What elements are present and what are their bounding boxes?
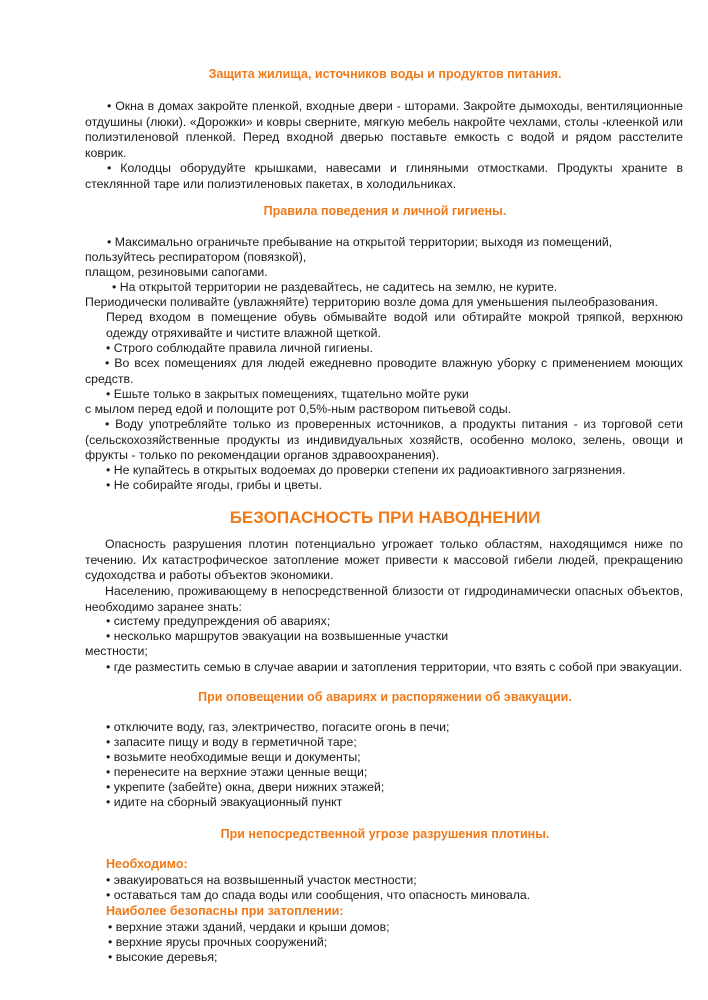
section-title-evacuation: При оповещении об авариях и распоряжении об эвакуации.	[198, 690, 572, 704]
list-item: • возьмите необходимые вещи и документы;	[106, 750, 361, 764]
paragraph: • Во всех помещениях для людей ежедневно проводите влажную уборку с применением моющих средств.	[85, 356, 683, 386]
text-line: • Строго соблюдайте правила личной гигиены.	[106, 341, 373, 355]
text-line: • Не купайтесь в открытых водоемах до проверки степени их радиоактивного загрязнения.	[106, 463, 626, 477]
text-line: Периодически поливайте (увлажняйте) территорию возле дома для уменьшения пылеобразования.	[85, 295, 658, 309]
text-line: • Ешьте только в закрытых помещениях, тщательно мойте руки	[106, 387, 469, 401]
section-title-dam-threat: При непосредственной угрозе разрушения плотины.	[220, 827, 550, 841]
paragraph: Опасность разрушения плотин потенциально угрожает только областям, находящимся ниже по течению. Их катастрофическое затопление может привести к массовой гибели людей, прекращению судоходства и работы объектов экономики.	[85, 537, 683, 582]
text-line: • На открытой территории не раздевайтесь, не садитесь на землю, не курите.	[112, 280, 558, 294]
list-item: • верхние этажи зданий, чердаки и крыши домов;	[108, 920, 390, 934]
list-item: • несколько маршрутов эвакуации на возвышенные участки	[106, 629, 449, 643]
paragraph: • Воду употребляйте только из проверенных источников, а продукты питания - из торговой сети (сельскохозяйственные продукты из индивидуальных хозяйств, особенно молоко, зелень, овощи и фрукты - только по рекомендации органов здравоохранения).	[85, 417, 683, 462]
paragraph: • Окна в домах закройте пленкой, входные двери - шторами. Закройте дымоходы, вентиляционные отдушины (люки). «Дорожки» и ковры сверните, мягкую мебель накройте чехлами, столы -клеенкой или полиэтиленовой пленкой. Перед входной дверью поставьте емкость с водой и рядом расстелите коврик.	[85, 99, 683, 160]
list-item: • перенесите на верхние этажи ценные вещи;	[106, 765, 368, 779]
section-title-home-protection: Защита жилища, источников воды и продуктов питания.	[208, 67, 562, 81]
text-line: пользуйтесь респиратором (повязкой),	[85, 250, 307, 264]
section-title-flood-safety: БЕЗОПАСНОСТЬ ПРИ НАВОДНЕНИИ	[229, 508, 541, 527]
text-line: с мылом перед едой и полощите рот 0,5%-ным раствором питьевой соды.	[85, 402, 512, 416]
list-item: • отключите воду, газ, электричество, погасите огонь в печи;	[106, 720, 450, 734]
text-line: местности;	[85, 644, 148, 658]
subheading-needed: Необходимо:	[106, 857, 188, 871]
list-item: • идите на сборный эвакуационный пункт	[106, 795, 343, 809]
text-line: плащом, резиновыми сапогами.	[85, 265, 268, 279]
text-line: • Не собирайте ягоды, грибы и цветы.	[106, 478, 323, 492]
list-item: • оставаться там до спада воды или сообщения, что опасность миновала.	[106, 888, 531, 902]
paragraph: Населению, проживающему в непосредственной близости от гидродинамически опасных объектов, необходимо заранее знать:	[85, 584, 683, 614]
section-title-hygiene: Правила поведения и личной гигиены.	[263, 204, 507, 218]
paragraph: Перед входом в помещение обувь обмывайте водой или обтирайте мокрой тряпкой, верхнюю одежду отряхивайте и чистите влажной щеткой.	[106, 310, 683, 340]
list-item: • запасите пищу и воду в герметичной таре;	[106, 735, 357, 749]
subheading-safest: Наиболее безопасны при затоплении:	[106, 904, 344, 918]
list-item: • систему предупреждения об авариях;	[106, 614, 331, 628]
paragraph: • Максимально ограничьте пребывание на открытой территории; выходя из помещений,	[107, 235, 613, 249]
paragraph: • Колодцы оборудуйте крышками, навесами и глиняными отмостками. Продукты храните в стеклянной таре или полиэтиленовых пакетах, в холодильниках.	[85, 161, 683, 191]
list-item: • эвакуироваться на возвышенный участок местности;	[106, 873, 417, 887]
list-item: • верхние ярусы прочных сооружений;	[108, 935, 328, 949]
list-item: • высокие деревья;	[108, 950, 218, 964]
list-item: • укрепите (забейте) окна, двери нижних этажей;	[106, 780, 385, 794]
list-item: • где разместить семью в случае аварии и затопления территории, что взять с собой при эвакуации.	[106, 660, 683, 674]
